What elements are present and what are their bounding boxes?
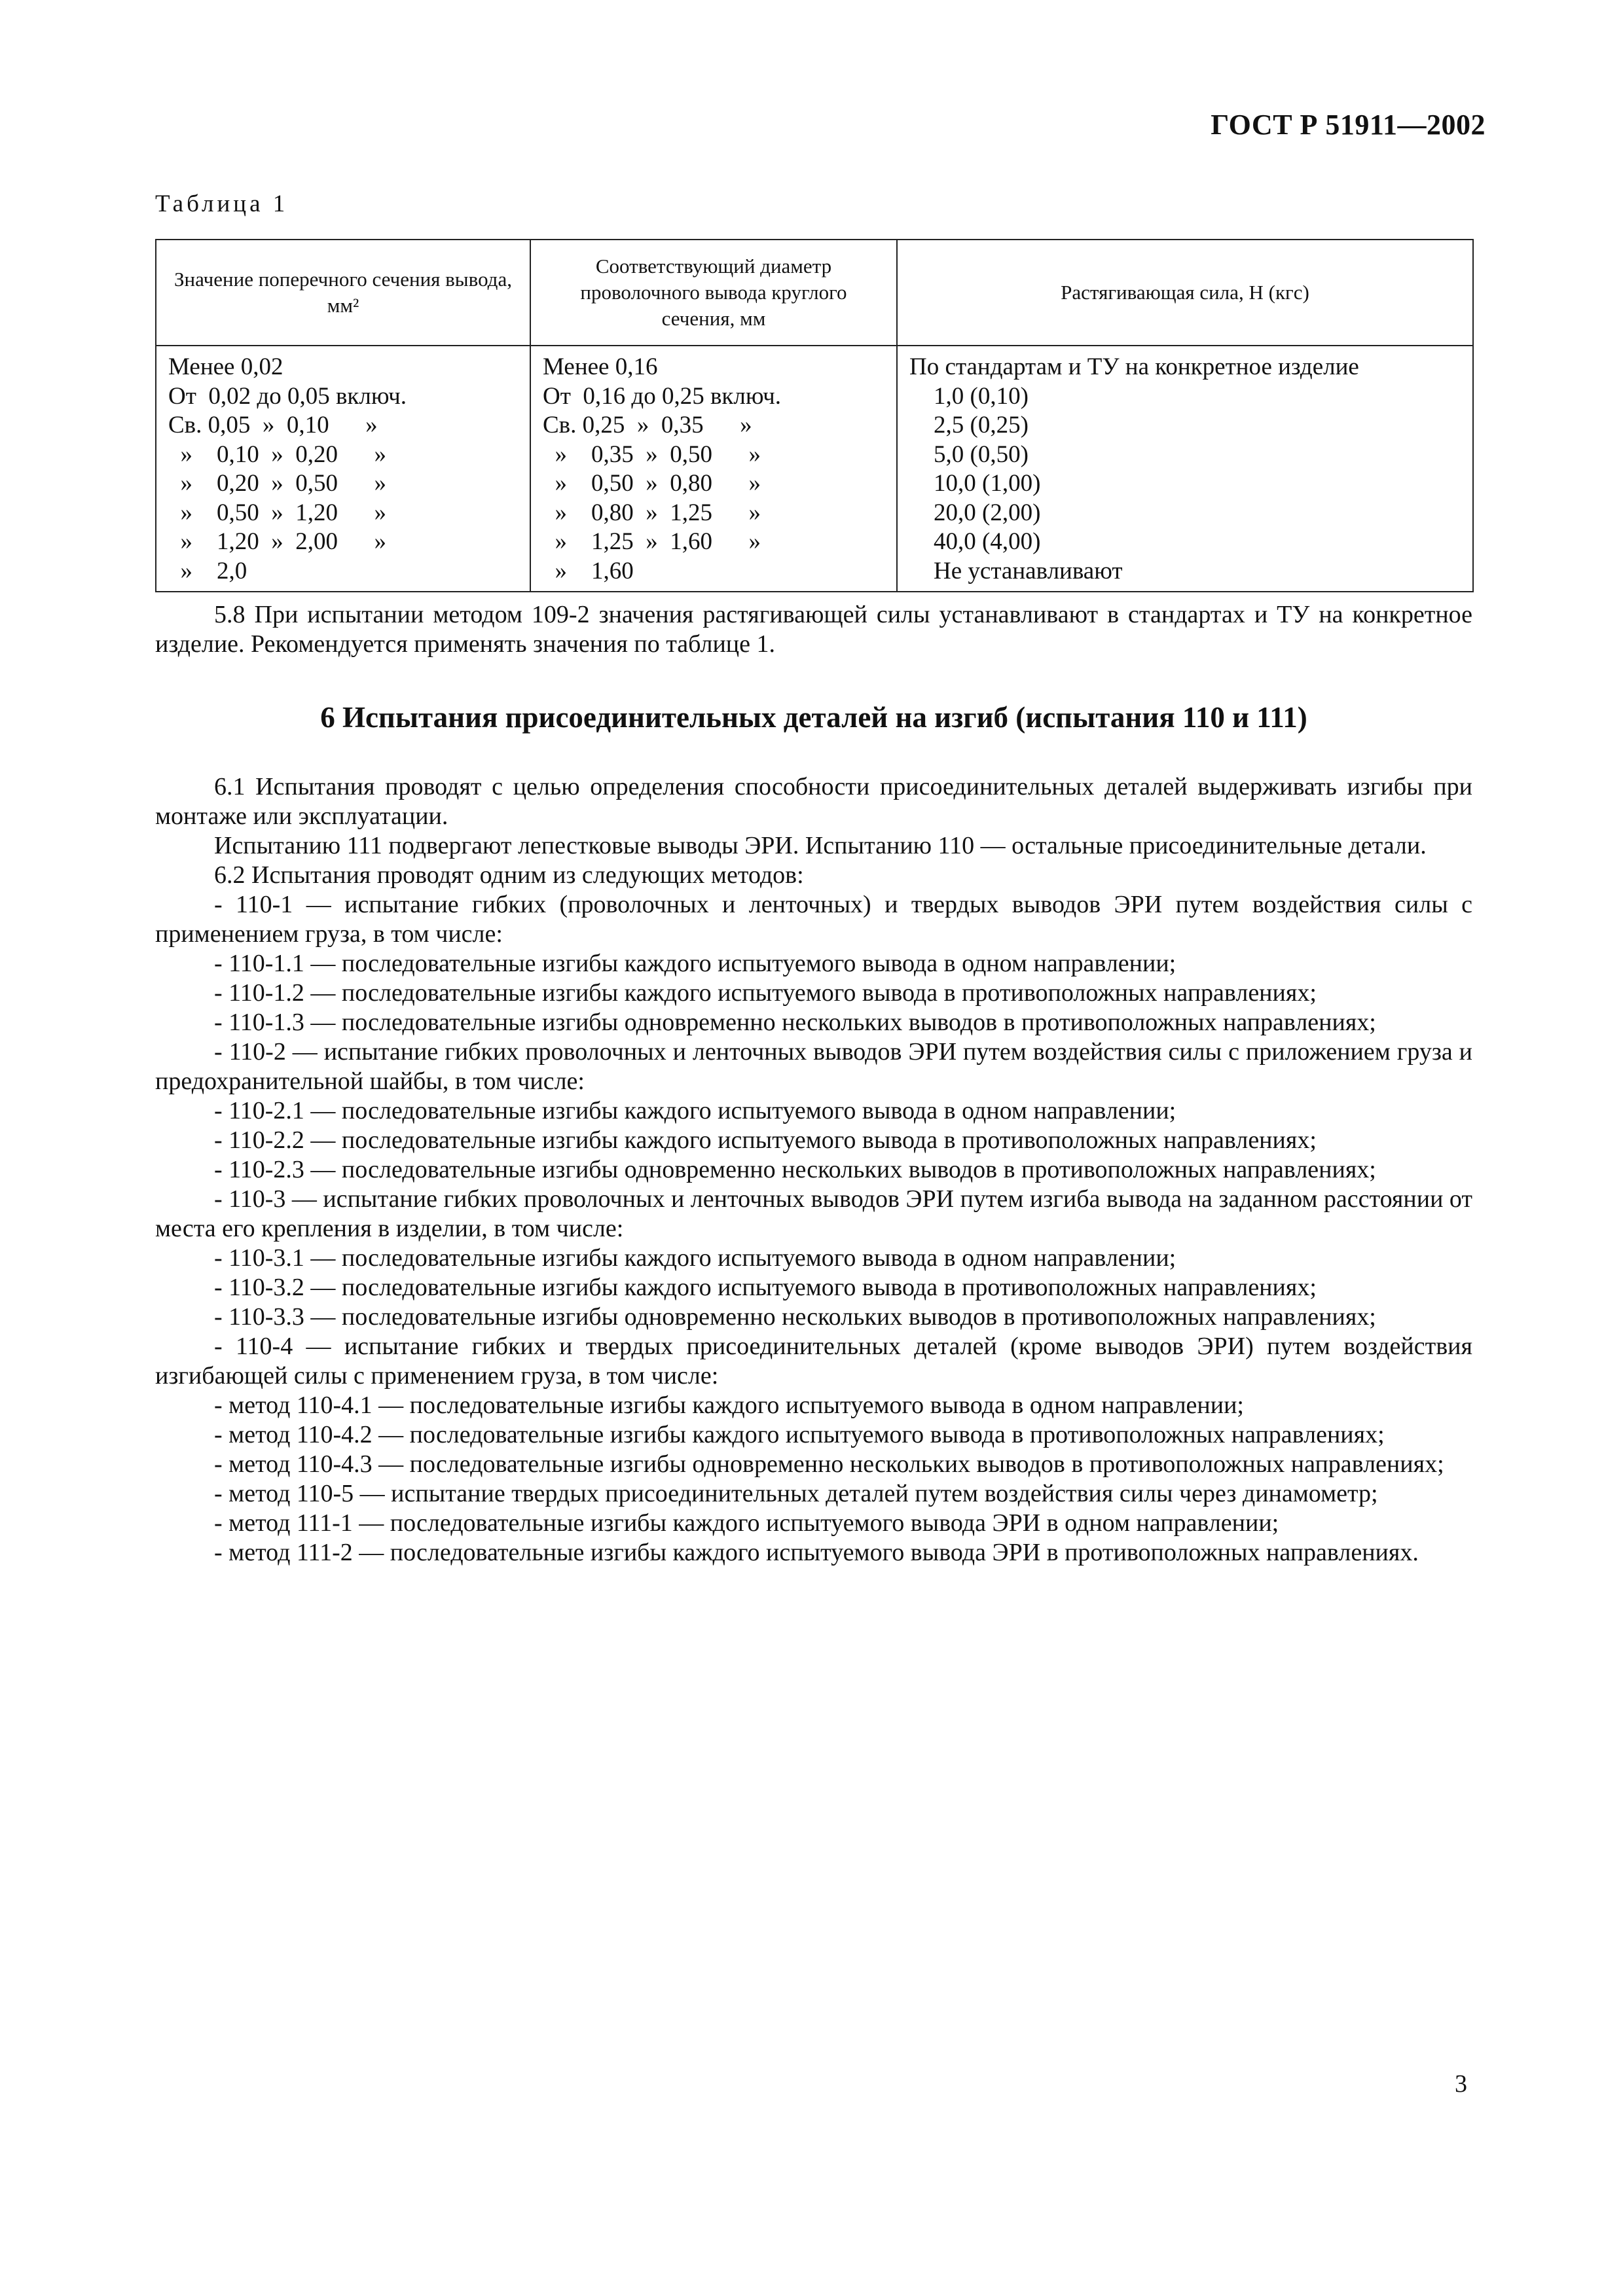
cell-line: 1,0 (0,10) [909, 382, 1029, 410]
paragraph: Испытанию 111 подвергают лепестковые выводы ЭРИ. Испытанию 110 — остальные присоединительные детали. [214, 832, 1427, 859]
cell-line: » 0,35 » 0,50 » [543, 440, 761, 468]
column-header: Соответствующий диаметр проволочного вывода круглого сечения, мм [530, 240, 897, 346]
page-number: 3 [1455, 2070, 1467, 2098]
cell-line: Св. 0,05 » 0,10 » [168, 412, 378, 439]
list-item: - 110-1.3 — последовательные изгибы одновременно нескольких выводов в противоположных направлениях; [214, 1009, 1376, 1036]
list-item: - 110-2.3 — последовательные изгибы одновременно нескольких выводов в противоположных направлениях; [214, 1156, 1376, 1183]
cell-line: » 0,10 » 0,20 » [168, 440, 386, 468]
list-item: - 110-2.2 — последовательные изгибы каждого испытуемого вывода в противоположных направлениях; [214, 1126, 1317, 1154]
cell-line: 10,0 (1,00) [909, 470, 1041, 497]
list-item: - 110-3.3 — последовательные изгибы одновременно нескольких выводов в противоположных направлениях; [214, 1303, 1376, 1331]
list-item: - 110-1.1 — последовательные изгибы каждого испытуемого вывода в одном направлении; [214, 950, 1176, 977]
cell-line: » 0,80 » 1,25 » [543, 499, 761, 526]
list-item: - 110-1 — испытание гибких (проволочных и ленточных) и твердых выводов ЭРИ путем воздействия силы с применением груза, в том числе: [155, 891, 1472, 948]
paragraph: 6.1 Испытания проводят с целью определения способности присоединительных деталей выдерживать изгибы при монтаже или эксплуатации. [155, 773, 1472, 830]
list-item: - 110-3 — испытание гибких проволочных и ленточных выводов ЭРИ путем изгиба вывода на заданном расстоянии от места его крепления в изделии, в том числе: [155, 1185, 1473, 1242]
section-6-body [155, 772, 1472, 1568]
list-item: - метод 111-2 — последовательные изгибы каждого испытуемого вывода ЭРИ в противоположных направлениях. [214, 1539, 1419, 1566]
table-caption: Таблица 1 [155, 190, 289, 217]
list-item: - 110-3.1 — последовательные изгибы каждого испытуемого вывода в одном направлении; [214, 1244, 1176, 1272]
cell-line: 40,0 (4,00) [909, 528, 1041, 555]
cell-line: Св. 0,25 » 0,35 » [543, 412, 752, 439]
list-item: - 110-2.1 — последовательные изгибы каждого испытуемого вывода в одном направлении; [214, 1097, 1176, 1124]
list-item: - метод 111-1 — последовательные изгибы каждого испытуемого вывода ЭРИ в одном направлении; [214, 1509, 1279, 1537]
cell-line: » 1,60 [543, 557, 634, 584]
cell-line: Менее 0,16 [543, 353, 658, 380]
table-header-row [156, 240, 1473, 346]
cell-line: 20,0 (2,00) [909, 499, 1041, 526]
table-1 [155, 239, 1474, 592]
cell-line: » 2,0 [168, 557, 247, 584]
cell-line: Менее 0,02 [168, 353, 283, 380]
column-header: Значение поперечного сечения вывода, мм² [156, 240, 530, 346]
column-header: Растягивающая сила, Н (кгс) [897, 240, 1473, 346]
list-item: - 110-4 — испытание гибких и твердых присоединительных деталей (кроме выводов ЭРИ) путем воздействия изгибающей силы с применением груза, в том числе: [155, 1333, 1472, 1390]
cell-line: 5,0 (0,50) [909, 440, 1029, 468]
cell-line: » 1,25 » 1,60 » [543, 528, 761, 555]
diameter-cell [530, 346, 897, 592]
tensile-force-cell [897, 346, 1473, 592]
cell-line: 2,5 (0,25) [909, 412, 1029, 439]
table-row [156, 346, 1473, 592]
list-item: - метод 110-4.1 — последовательные изгибы каждого испытуемого вывода в одном направлении; [214, 1391, 1244, 1419]
cell-line: » 0,50 » 0,80 » [543, 470, 761, 497]
list-item: - 110-1.2 — последовательные изгибы каждого испытуемого вывода в противоположных направлениях; [214, 979, 1317, 1007]
document-code: ГОСТ Р 51911—2002 [1211, 109, 1486, 141]
list-item: - метод 110-4.3 — последовательные изгибы одновременно нескольких выводов в противоположных направлениях; [214, 1450, 1444, 1478]
paragraph-5-8: 5.8 При испытании методом 109-2 значения растягивающей силы устанавливают в стандартах и ТУ на конкретное изделие. Рекомендуется применять значения по таблице 1. [155, 601, 1472, 658]
cell-line: » 0,50 » 1,20 » [168, 499, 386, 526]
cell-line: От 0,16 до 0,25 включ. [543, 382, 781, 410]
cell-line: По стандартам и ТУ на конкретное изделие [909, 353, 1359, 380]
paragraph: 6.2 Испытания проводят одним из следующих методов: [214, 861, 804, 889]
cell-line: От 0,02 до 0,05 включ. [168, 382, 407, 410]
section-heading: 6 Испытания присоединительных деталей на изгиб (испытания 110 и 111) [320, 701, 1307, 734]
list-item: - метод 110-4.2 — последовательные изгибы каждого испытуемого вывода в противоположных направлениях; [214, 1421, 1385, 1448]
cell-line: Не устанавливают [909, 557, 1123, 584]
cell-line: » 0,20 » 0,50 » [168, 470, 386, 497]
list-item: - 110-2 — испытание гибких проволочных и ленточных выводов ЭРИ путем воздействия силы с приложением груза и предохранительной шайбы, в том числе: [155, 1038, 1472, 1095]
list-item: - метод 110-5 — испытание твердых присоединительных деталей путем воздействия силы через динамометр; [214, 1480, 1378, 1507]
list-item: - 110-3.2 — последовательные изгибы каждого испытуемого вывода в противоположных направлениях; [214, 1274, 1317, 1301]
cell-line: » 1,20 » 2,00 » [168, 528, 386, 555]
cross-section-cell [156, 346, 530, 592]
